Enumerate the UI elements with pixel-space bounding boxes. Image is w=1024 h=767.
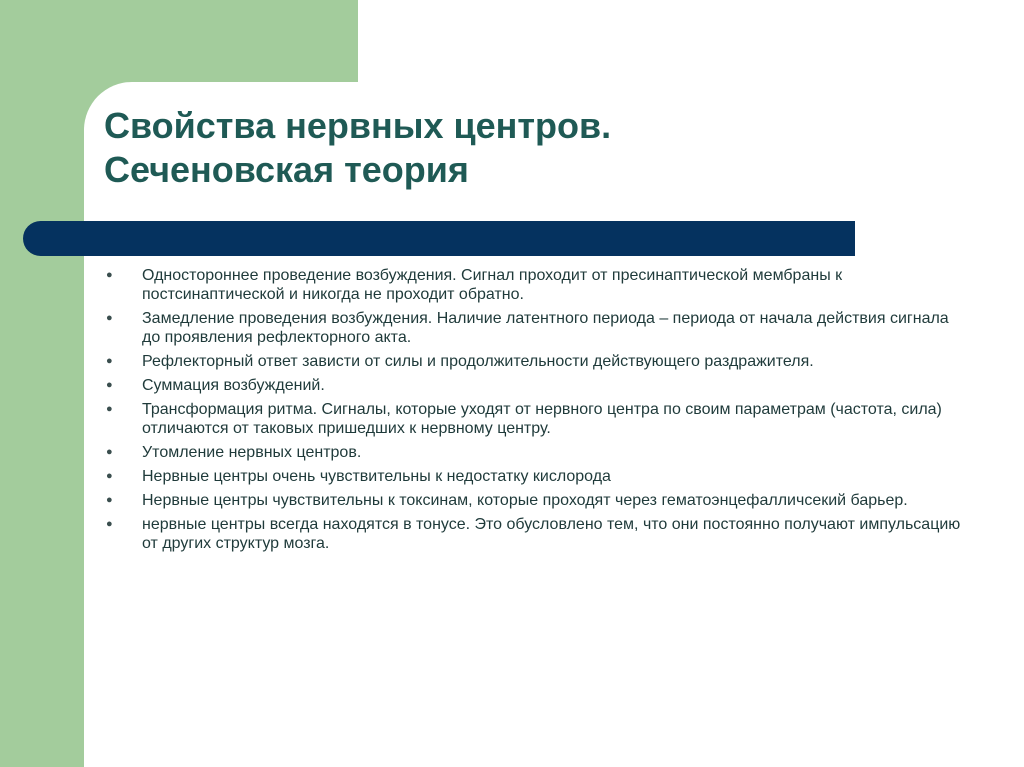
bullet-text: Замедление проведения возбуждения. Наличие латентного периода – периода от начала действия сигнала до проявления рефлекторного акта. — [142, 310, 949, 346]
bullet-item — [104, 443, 964, 462]
bullet-dot-icon: ● — [106, 403, 113, 415]
bullet-dot-icon: ● — [106, 446, 113, 458]
bullet-item — [104, 352, 964, 371]
bullet-text: Одностороннее проведение возбуждения. Сигнал проходит от пресинаптической мембраны к постсинаптической и никогда не проходит обратно. — [142, 267, 843, 303]
bullet-item — [104, 491, 964, 510]
bullet-item — [104, 467, 964, 486]
bullet-dot-icon: ● — [106, 355, 113, 367]
bullet-text: Утомление нервных центров. — [142, 444, 362, 461]
bullet-text: Суммация возбуждений. — [142, 377, 325, 394]
bullet-text: нервные центры всегда находятся в тонусе. Это обусловлено тем, что они постоянно получают импульсацию от других структур мозга. — [142, 516, 961, 552]
bullet-text: Нервные центры чувствительны к токсинам, которые проходят через гематоэнцефалличсекий барьер. — [142, 492, 908, 509]
bullet-text: Трансформация ритма. Сигналы, которые уходят от нервного центра по своим параметрам (частота, сила) отличаются от таковых пришедших к нервному центру. — [142, 401, 942, 437]
bullet-text: Рефлекторный ответ зависти от силы и продолжительности действующего раздражителя. — [142, 353, 814, 370]
bullet-item — [104, 309, 964, 347]
slide-title — [104, 104, 904, 192]
bullet-text: Нервные центры очень чувствительны к недостатку кислорода — [142, 468, 611, 485]
bullet-item — [104, 266, 964, 304]
slide-title-line-1: Свойства нервных центров. — [104, 105, 612, 146]
bullet-item — [104, 515, 964, 553]
bullet-dot-icon: ● — [106, 269, 113, 281]
bullet-dot-icon: ● — [106, 379, 113, 391]
bullet-item — [104, 400, 964, 438]
bullet-dot-icon: ● — [106, 470, 113, 482]
bullet-list — [104, 266, 964, 558]
slide-title-line-2: Сеченовская теория — [104, 149, 469, 190]
bullet-item — [104, 376, 964, 395]
bullet-dot-icon: ● — [106, 312, 113, 324]
bullet-dot-icon: ● — [106, 494, 113, 506]
bullet-dot-icon: ● — [106, 518, 113, 530]
title-divider-bar — [23, 221, 855, 256]
